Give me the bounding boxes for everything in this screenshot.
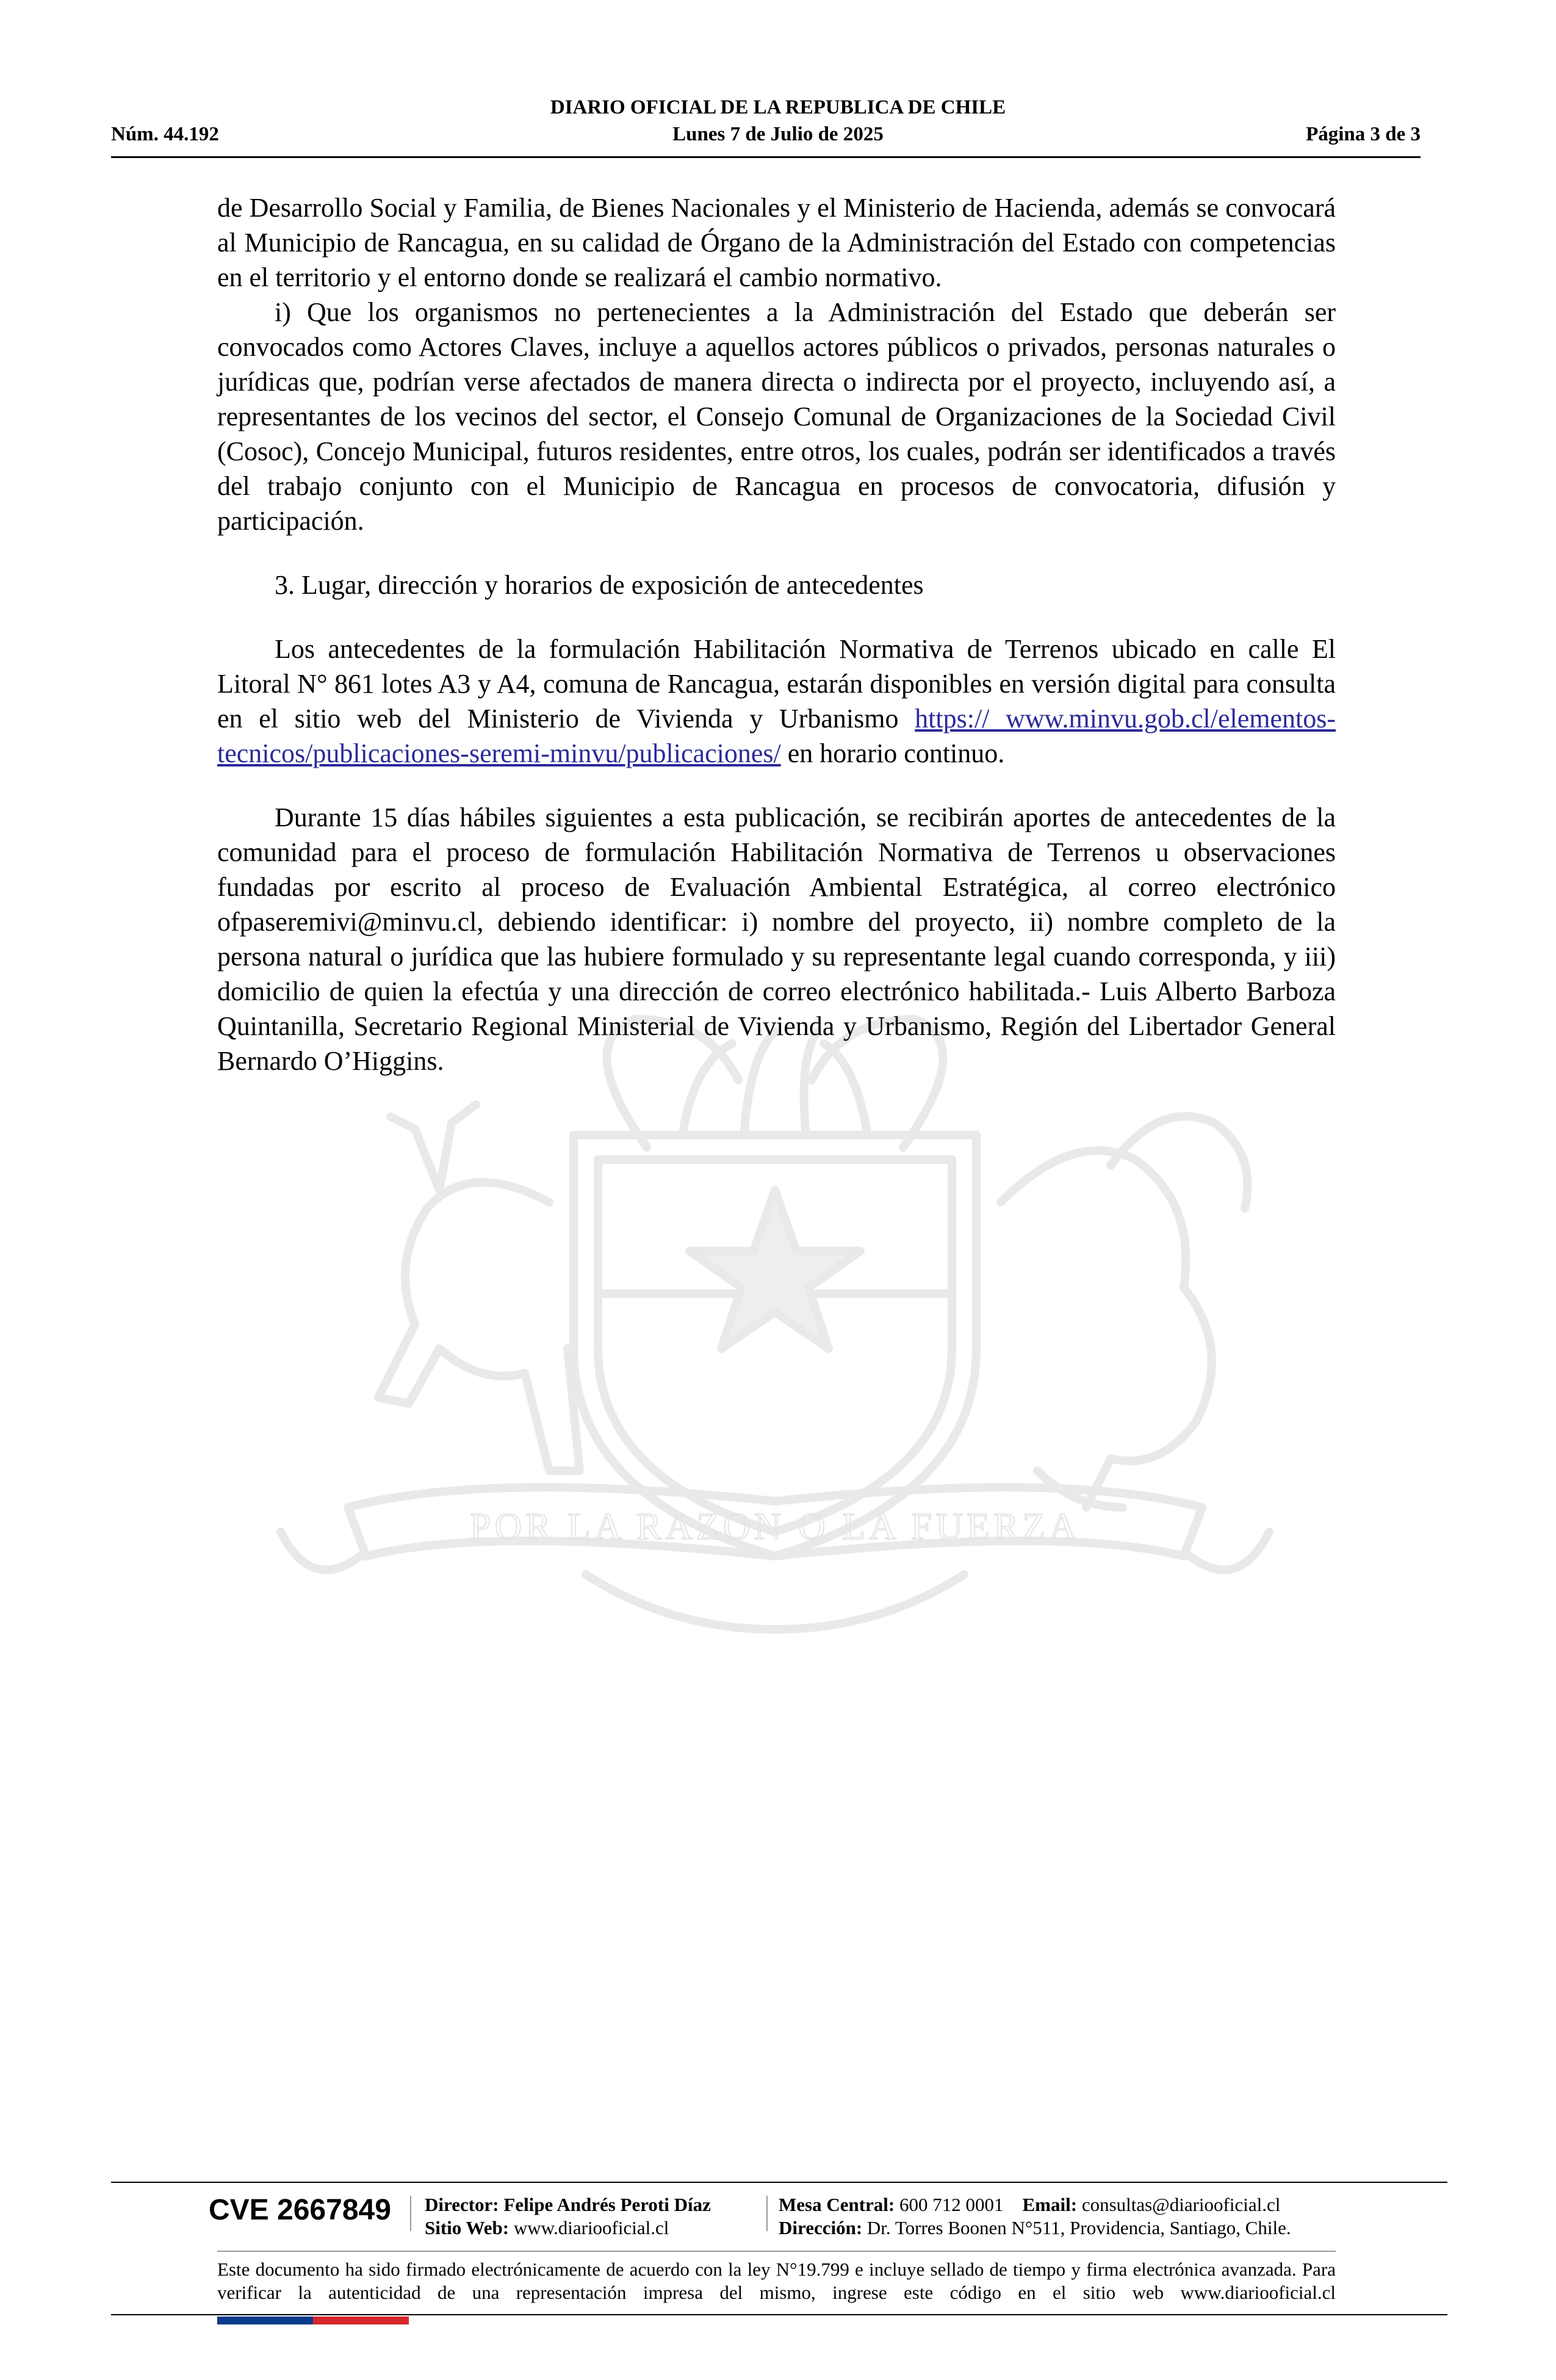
availability-schedule: en horario continuo. <box>787 738 1005 768</box>
page-number: Página 3 de 3 <box>1306 123 1421 145</box>
footer-divider-mid <box>217 2251 1336 2252</box>
minvu-publications-link[interactable]: https:// www.minvu.gob.cl/elementos-tecnicos/publicaciones-seremi-minvu/publicaciones/ <box>217 704 1336 768</box>
paragraph-availability <box>217 632 1336 771</box>
newspaper-title: DIARIO OFICIAL DE LA REPUBLICA DE CHILE <box>550 96 1006 118</box>
website-label: Sitio Web: <box>425 2217 510 2238</box>
footer-director-block <box>425 2193 711 2240</box>
footer-separator <box>766 2196 768 2231</box>
director-label: Director: <box>425 2194 499 2215</box>
coat-of-arms-watermark-icon <box>207 1007 1342 1666</box>
address-value: Dr. Torres Boonen N°511, Providencia, Santiago, Chile. <box>866 2217 1291 2238</box>
footer-separator <box>410 2196 411 2231</box>
footer-contact-block <box>779 2193 1291 2240</box>
availability-text: Los antecedentes de la formulación Habilitación Normativa de Terrenos ubicado en calle El Litoral N° 861 lotes A3 y A4, comuna de Rancagua, estarán disponibles en versión digital para consulta en el sitio web del Ministerio de Vivienda y Urbanismo <box>217 634 1336 734</box>
email-link[interactable]: consultas@diariooficial.cl <box>1081 2194 1281 2215</box>
footer-divider-top <box>111 2182 1447 2183</box>
issue-number: Núm. 44.192 <box>111 123 219 145</box>
flag-stripe-red <box>313 2317 409 2324</box>
document-body <box>217 190 1336 1078</box>
flag-stripe-blue <box>217 2317 313 2324</box>
mesa-central-phone: 600 712 0001 <box>899 2194 1004 2215</box>
email-label: Email: <box>1022 2194 1078 2215</box>
paragraph-observations: Durante 15 días hábiles siguientes a esta publicación, se recibirán aportes de antecedentes de la comunidad para el proceso de formulación Habilitación Normativa de Terrenos u observaciones fundadas por escrito al proceso de Evaluación Ambiental Estratégica, al correo electrónico ofpaseremivi@minvu.cl, debiendo identificar: i) nombre del proyecto, ii) nombre completo de la persona natural o jurídica que las hubiere formulado y su representante legal cuando corresponda, y iii) domicilio de quien la efectúa y una dirección de correo electrónico habilitada.- Luis Alberto Barboza Quintanilla, Secretario Regional Ministerial de Vivienda y Urbanismo, Región del Libertador General Bernardo O’Higgins. <box>217 802 1336 1076</box>
footer-divider-bottom <box>111 2314 1447 2315</box>
header-divider <box>111 156 1421 158</box>
section-heading-3: 3. Lugar, dirección y horarios de exposición de antecedentes <box>275 570 924 600</box>
director-name: Felipe Andrés Peroti Díaz <box>503 2194 711 2215</box>
address-label: Dirección: <box>779 2217 863 2238</box>
signature-notice: Este documento ha sido firmado electrónicamente de acuerdo con la ley N°19.799 e incluye sellado de tiempo y firma electrónica avanzada. Para verificar la autenticidad de una representación impresa del mismo, ingrese este código en el sitio web www.diariooficial.cl <box>217 2259 1336 2303</box>
mesa-central-label: Mesa Central: <box>779 2194 895 2215</box>
paragraph-key-actors: i) Que los organismos no pertenecientes a la Administración del Estado que deberán ser convocados como Actores Claves, incluye a aquellos actores públicos o privados, personas naturales o jurídicas que, podrían verse afectados de manera directa o indirecta por el proyecto, incluyendo así, a representantes de los vecinos del sector, el Consejo Comunal de Organizaciones de la Sociedad Civil (Cosoc), Concejo Municipal, futuros residentes, entre otros, los cuales, podrán ser identificados a través del trabajo conjunto con el Municipio de Rancagua en procesos de convocatoria, difusión y participación. <box>217 297 1336 536</box>
website-link[interactable]: www.diariooficial.cl <box>513 2217 669 2238</box>
watermark-motto: POR LA RAZON O LA FUERZA <box>469 1506 1081 1548</box>
cve-code: CVE 2667849 <box>209 2194 391 2226</box>
issue-date: Lunes 7 de Julio de 2025 <box>672 123 884 145</box>
paragraph-ministries: de Desarrollo Social y Familia, de Bienes Nacionales y el Ministerio de Hacienda, además se convocará al Municipio de Rancagua, en su calidad de Órgano de la Administración del Estado con competencias en el territorio y el entorno donde se realizará el cambio normativo. <box>217 193 1336 292</box>
